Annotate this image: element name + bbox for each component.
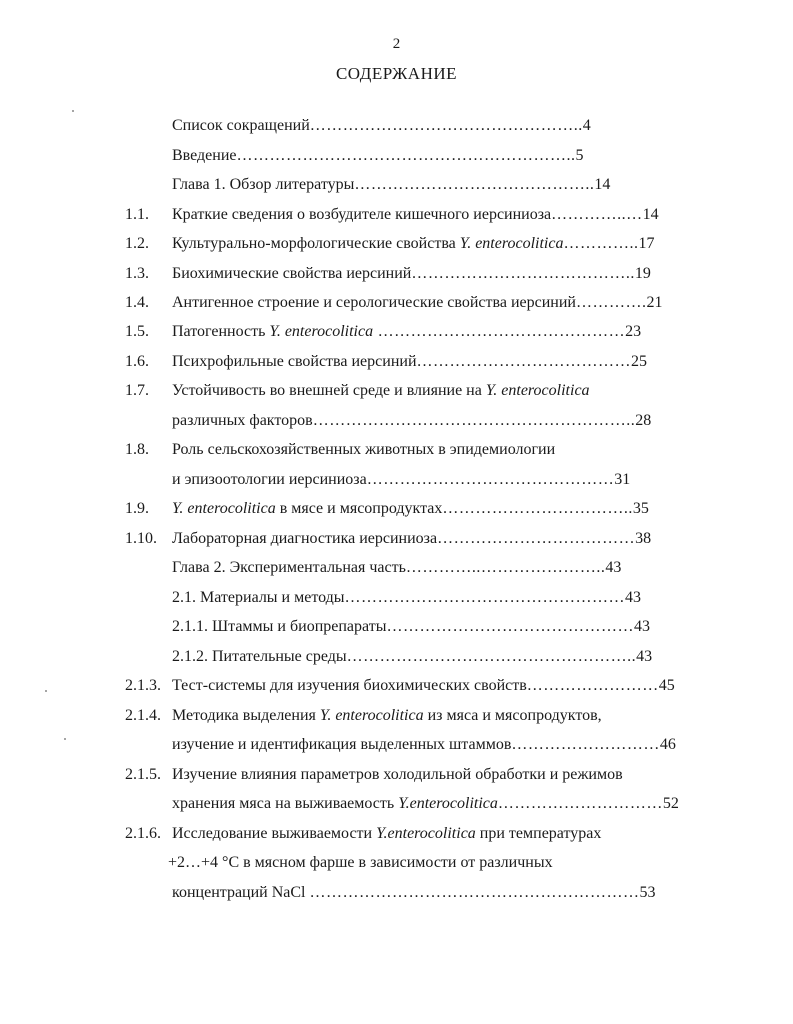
toc-entry — [0, 291, 793, 315]
leader-dots: ……………………… — [511, 736, 660, 753]
toc-entry-title-cont: при температурах — [475, 825, 602, 842]
toc-entry-text — [172, 144, 584, 168]
leader-dots: ……………………………………… — [386, 618, 634, 635]
page-title: СОДЕРЖАНИЕ — [335, 64, 458, 83]
toc-entry — [0, 173, 793, 197]
toc-entry — [0, 704, 793, 728]
leader-dots: ……………………………… — [437, 530, 636, 547]
leader-dots: ……………………………………… — [366, 471, 615, 488]
toc-entry — [0, 763, 793, 787]
toc-entry — [0, 556, 793, 580]
leader-dots: ………….. — [563, 235, 639, 252]
toc-entry — [0, 851, 793, 875]
toc-entry-text — [172, 438, 555, 462]
toc-page-number: 43 — [605, 559, 622, 576]
species-name: Y. enterocolitica — [172, 500, 276, 517]
toc-entry — [0, 409, 793, 433]
scan-speck — [45, 690, 47, 692]
toc-entry-title-cont: из мяса и мясопродуктов, — [423, 707, 602, 724]
toc-entry-text — [172, 203, 659, 227]
toc-entry — [0, 232, 793, 256]
toc-entry — [0, 438, 793, 462]
toc-entry-title: Краткие сведения о возбудителе кишечного иерсиниоза — [172, 206, 552, 223]
toc-entry-title: Психрофильные свойства иерсиний — [172, 353, 417, 370]
toc-entry-title: и эпизоотологии иерсиниоза — [172, 471, 367, 488]
toc-entry-title: Патогенность — [172, 323, 270, 340]
toc-entry-title: изучение и идентификация выделенных штаммов — [172, 736, 512, 753]
toc-entry — [0, 586, 793, 610]
toc-entry-number: 1.1. — [125, 206, 149, 223]
toc-entry-text — [172, 232, 654, 256]
toc-entry — [0, 379, 793, 403]
toc-page-number: 35 — [632, 500, 649, 517]
leader-dots: …………………………………………………….. — [236, 147, 576, 164]
toc-entry-number: 1.4. — [125, 294, 149, 311]
toc-page-number: 5 — [575, 147, 584, 164]
toc-entry — [0, 262, 793, 286]
toc-entry-text — [172, 379, 590, 403]
toc-entry-text — [172, 615, 650, 639]
toc-entry-title: Введение — [172, 147, 237, 164]
toc-page-number: 21 — [646, 294, 663, 311]
toc-entry-title: +2…+4 °С в мясном фарше в зависимости от различных — [168, 854, 553, 871]
leader-dots: …………..… — [551, 206, 643, 223]
leader-dots: ……………………………………… — [373, 323, 626, 340]
toc-entry-number: 1.7. — [125, 382, 149, 399]
toc-entry-title: Роль сельскохозяйственных животных в эпидемиологии — [172, 441, 556, 458]
leader-dots: …………………………………………………… — [309, 884, 640, 901]
toc-entry — [0, 350, 793, 374]
species-name: Y. enterocolitica — [319, 707, 424, 724]
toc-entry-text — [172, 645, 652, 669]
toc-entry-title: 2.1.2. Питательные среды — [172, 648, 347, 665]
toc-entry-title: Исследование выживаемости — [172, 825, 377, 842]
toc-entry-title: Антигенное строение и серологические свойства иерсиний — [172, 294, 576, 311]
toc-entry-number: 2.1.3. — [125, 677, 161, 694]
toc-page-number: 28 — [635, 412, 652, 429]
toc-page-number: 23 — [625, 323, 642, 340]
toc-entry-text — [172, 556, 621, 580]
toc-page-number: 53 — [639, 884, 656, 901]
toc-entry-title: концентраций NaCl — [172, 884, 310, 901]
toc-entry-text — [172, 350, 647, 374]
toc-entry-text — [172, 468, 630, 492]
toc-entry-text — [172, 704, 602, 728]
toc-entry-number: 2.1.5. — [125, 766, 161, 783]
toc-page-number: 43 — [625, 589, 642, 606]
toc-entry-text — [172, 114, 591, 138]
species-name: Y.enterocolitica — [376, 825, 476, 842]
toc-entry — [0, 822, 793, 846]
toc-entry-text — [172, 733, 676, 757]
toc-entry-title: Глава 2. Экспериментальная часть — [172, 559, 406, 576]
toc-entry — [0, 320, 793, 344]
toc-entry-title: Изучение влияния параметров холодильной обработки и режимов — [172, 766, 623, 783]
toc-entry — [0, 792, 793, 816]
toc-entry-text — [172, 792, 679, 816]
toc-entry — [0, 674, 793, 698]
leader-dots: ………………………………… — [416, 353, 632, 370]
toc-entry-text — [172, 674, 675, 698]
toc-entry — [0, 527, 793, 551]
toc-entry-text — [172, 262, 651, 286]
toc-entry-number: 1.8. — [125, 441, 149, 458]
toc-entry — [0, 468, 793, 492]
toc-entry — [0, 645, 793, 669]
toc-entry-title: Список сокращений — [172, 117, 310, 134]
toc-entry-text — [172, 881, 656, 905]
toc-page-number: 38 — [635, 530, 652, 547]
toc-entry-number: 1.10. — [125, 530, 157, 547]
leader-dots: …………………………………….. — [354, 176, 595, 193]
toc-entry-title: Тест-системы для изучения биохимических свойств — [172, 677, 527, 694]
toc-entry-title: Глава 1. Обзор литературы — [172, 176, 355, 193]
species-name: Y.enterocolitica — [398, 795, 498, 812]
toc-page-number: 45 — [658, 677, 675, 694]
toc-page-number: 25 — [631, 353, 648, 370]
toc-entry-text — [172, 586, 641, 610]
leader-dots: …………………………….. — [442, 500, 633, 517]
toc-page-number: 17 — [638, 235, 655, 252]
toc-entry — [0, 114, 793, 138]
leader-dots: ………………………………………………….. — [312, 412, 636, 429]
toc-entry-title: Лабораторная диагностика иерсиниоза — [172, 530, 438, 547]
toc-entry — [0, 615, 793, 639]
toc-entry-number: 1.3. — [125, 265, 149, 282]
toc-entry-text — [172, 173, 610, 197]
toc-page-number: 14 — [642, 206, 659, 223]
toc-entry-title: различных факторов — [172, 412, 313, 429]
toc-page-number: 4 — [582, 117, 591, 134]
species-name: Y. enterocolitica — [269, 323, 374, 340]
leader-dots: …………………… — [526, 677, 659, 694]
leader-dots: ………………………… — [497, 795, 663, 812]
toc-entry — [0, 881, 793, 905]
toc-page-number: 43 — [636, 648, 653, 665]
toc-entry-title: 2.1.1. Штаммы и биопрепараты — [172, 618, 387, 635]
toc-entry — [0, 203, 793, 227]
toc-entry-text — [172, 763, 623, 787]
toc-entry-title: Устойчивость во внешней среде и влияние на — [172, 382, 486, 399]
toc-entry-text — [172, 291, 662, 315]
leader-dots: …………..………………….. — [405, 559, 606, 576]
toc-page-number: 46 — [659, 736, 676, 753]
toc-entry-text — [172, 320, 641, 344]
toc-entry-number: 1.6. — [125, 353, 149, 370]
toc-entry-text — [168, 851, 553, 875]
leader-dots: …………………………………………… — [344, 589, 626, 606]
toc-entry-text — [172, 822, 601, 846]
leader-dots: ………………………………….. — [411, 265, 635, 282]
toc-entry-number: 2.1.4. — [125, 707, 161, 724]
species-name: Y. enterocolitica — [459, 235, 564, 252]
toc-entry-title: хранения мяса на выживаемость — [172, 795, 399, 812]
leader-dots: …………. — [575, 294, 647, 311]
page-number: 2 — [392, 36, 401, 52]
scan-speck — [72, 110, 74, 112]
toc-entry-text — [172, 409, 651, 433]
toc-entry-number: 2.1.6. — [125, 825, 161, 842]
toc-entry — [0, 497, 793, 521]
toc-page-number: 14 — [594, 176, 611, 193]
toc-page-number: 43 — [633, 618, 650, 635]
toc-entry-text — [172, 497, 649, 521]
toc-entry — [0, 144, 793, 168]
toc-entry-text — [172, 527, 651, 551]
toc-page-number: 52 — [662, 795, 679, 812]
toc-entry-title: Культурально-морфологические свойства — [172, 235, 460, 252]
leader-dots: …………………………………………….. — [346, 648, 637, 665]
scan-speck — [64, 738, 66, 740]
toc-entry-title: Биохимические свойства иерсиний — [172, 265, 412, 282]
toc-page-number: 31 — [614, 471, 631, 488]
toc-entry-title: Методика выделения — [172, 707, 320, 724]
toc-entry-title: 2.1. Материалы и методы — [172, 589, 345, 606]
toc-entry — [0, 733, 793, 757]
toc-entry-number: 1.5. — [125, 323, 149, 340]
leader-dots: ………………………………………….. — [309, 117, 583, 134]
toc-entry-title: в мясе и мясопродуктах — [275, 500, 443, 517]
toc-page-number: 19 — [634, 265, 651, 282]
toc-entry-number: 1.2. — [125, 235, 149, 252]
species-name: Y. enterocolitica — [485, 382, 590, 399]
toc-entry-number: 1.9. — [125, 500, 149, 517]
